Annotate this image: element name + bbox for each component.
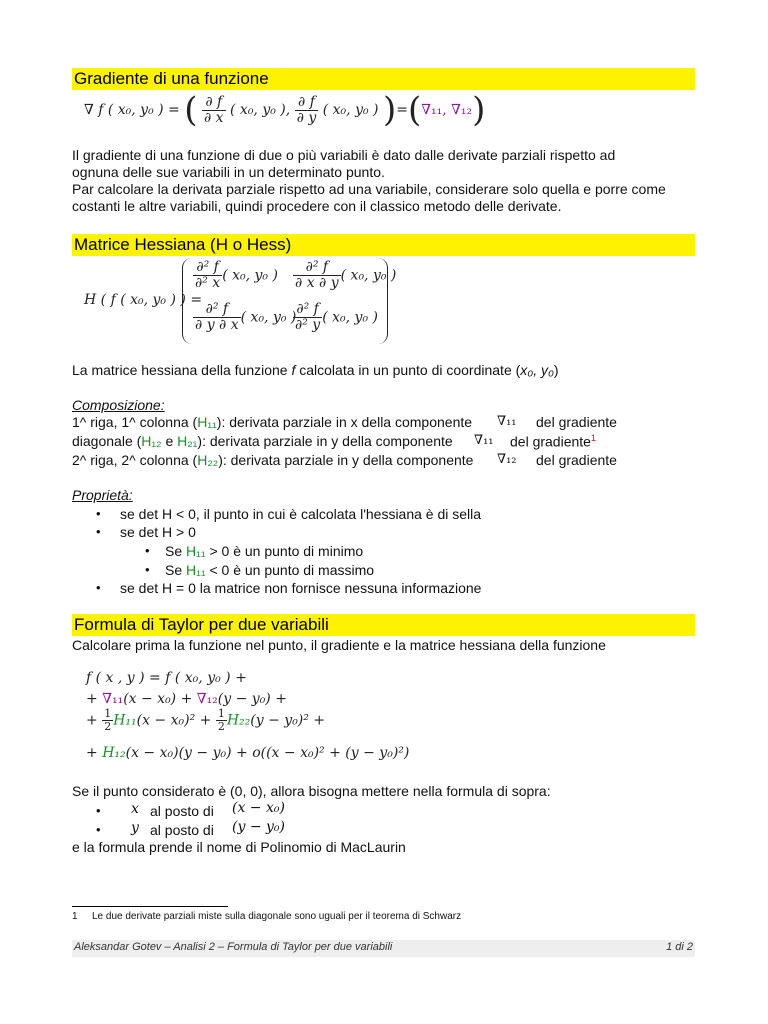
footnote-number: 1 — [72, 911, 78, 922]
gradient-paragraph-line: Il gradiente di una funzione di due o più variabili è dato dalle derivate parziali rispetto ad — [72, 147, 616, 163]
proprieta-item: se det H = 0 la matrice non fornisce nessuna informazione — [120, 580, 482, 596]
bullet-icon: • — [96, 822, 101, 837]
matrix-cell-11: $\frac{\text{∂² f}}{\text{∂² x}}$ ( x₀, y₀ ) — [195, 259, 278, 291]
taylor-line-3: + $\frac{1}{2}$ H₁₁(x − x₀)² + $\frac{1}{2}$ H₂₂(y − y₀)² + — [86, 707, 326, 733]
taylor-line-2: + ∇₁₁(x − x₀) + ∇₁₂(y − y₀) + — [86, 691, 287, 707]
matrix-cell-22: $\frac{\text{∂² f}}{\text{∂² y}}$ ( x₀, y₀ ) — [295, 301, 378, 333]
hessian-matrix — [182, 258, 397, 344]
bullet-icon: • — [145, 562, 150, 577]
maclaurin-conclusion: e la formula prende il nome di Polinomio di MacLaurin — [72, 839, 406, 855]
maclaurin-intro: Se il punto considerato è (0, 0), allora bisogna mettere nella formula di sopra: — [72, 783, 551, 799]
bullet-icon: • — [145, 543, 150, 558]
bullet-icon: • — [96, 803, 101, 818]
section-title: Gradiente di una funzione — [74, 69, 269, 88]
sub-var-x: x — [131, 801, 139, 817]
proprieta-item: se det H < 0, il punto in cui è calcolata l'hessiana è di sella — [120, 506, 482, 522]
matrix-cell-12: $\frac{\text{∂² f}}{\partial x \partial y}$ ( x₀, y₀ ) — [295, 259, 397, 291]
footnote-separator — [72, 906, 228, 907]
bullet-icon: • — [96, 580, 101, 595]
proprieta-subitem: Se H₁₁ < 0 è un punto di massimo — [165, 562, 375, 578]
gradient-paragraph-line: Par calcolare la derivata parziale rispetto ad una variabile, considerare solo quella e porre come — [72, 181, 666, 197]
section-heading-taylor — [72, 614, 695, 636]
composizione-post: del gradiente — [536, 414, 617, 430]
gradient-symbol: ∇₁₂ — [497, 452, 517, 467]
hessian-intro: La matrice hessiana della funzione f calcolata in un punto di coordinate (x₀, y₀) — [72, 362, 559, 378]
footnote-ref[interactable]: 1 — [590, 433, 596, 443]
composizione-label: Composizione: — [72, 397, 165, 413]
composizione-post: del gradiente — [536, 452, 617, 468]
gradient-components: ∇₁₁, ∇₁₂ — [421, 102, 473, 118]
section-heading-gradiente — [72, 68, 695, 90]
sub-expr: (y − y₀) — [232, 819, 285, 835]
hessian-lhs: H ( f ( x₀, y₀ ) ) = — [84, 292, 203, 308]
taylor-intro: Calcolare prima la funzione nel punto, il gradiente e la matrice hessiana della funzione — [72, 637, 606, 653]
page-footer — [72, 940, 695, 957]
gradient-paragraph-line: ognuna delle sue variabili in un determinato punto. — [72, 164, 385, 180]
bullet-icon: • — [96, 524, 101, 539]
gradient-symbol: ∇₁₁ — [497, 414, 517, 429]
taylor-line-1: f ( x , y ) = f ( x₀, y₀ ) + — [86, 670, 247, 686]
gradient-symbol: ∇₁₁ — [474, 433, 494, 448]
sub-expr: (x − x₀) — [232, 800, 285, 816]
section-title: Matrice Hessiana (H o Hess) — [74, 235, 292, 254]
gradient-lhs: ∇ f ( x₀, y₀ ) = — [84, 102, 180, 118]
sub-label: al posto di — [150, 803, 214, 819]
proprieta-subitem: Se H₁₁ > 0 è un punto di minimo — [165, 543, 364, 559]
bullet-icon: • — [96, 506, 101, 521]
matrix-cell-21: $\frac{\text{∂² f}}{\partial y \partial x}$ ( x₀, y₀ ) — [195, 301, 297, 333]
proprieta-label: Proprietà: — [72, 487, 133, 503]
composizione-row: diagonale (H₁₂ e H₂₁): derivata parziale in y della componente — [72, 433, 453, 449]
gradient-paragraph-line: costanti le altre variabili, quindi procedere con il classico metodo delle derivate. — [72, 198, 562, 214]
section-title: Formula di Taylor per due variabili — [74, 615, 329, 634]
composizione-row: 1^ riga, 1^ colonna (H₁₁): derivata parziale in x della componente — [72, 414, 473, 430]
footer-title: Aleksandar Gotev – Analisi 2 – Formula di Taylor per due variabili — [74, 941, 393, 953]
page-number: 1 di 2 — [666, 941, 693, 953]
taylor-line-4: + H₁₂(x − x₀)(y − y₀) + o((x − x₀)² + (y − y₀)²) — [86, 745, 410, 761]
composizione-post: del gradiente$^1$ — [510, 433, 596, 450]
proprieta-item: se det H > 0 — [120, 524, 196, 540]
gradient-formula: ∇ f ( x₀, y₀ ) = ( $\frac{\partial f}{\partial x}$ ( x₀, y₀ ), $\frac{\partial f}{\partial y}$ ( x₀, y₀ ) )=(∇₁₁, ∇₁₂) — [84, 90, 486, 130]
section-heading-hessiana — [72, 234, 695, 256]
sub-label: al posto di — [150, 822, 214, 838]
composizione-row: 2^ riga, 2^ colonna (H₂₂): derivata parziale in y della componente — [72, 452, 474, 468]
footnote-text: Le due derivate parziali miste sulla diagonale sono uguali per il teorema di Schwarz — [92, 911, 462, 922]
sub-var-y: y — [131, 820, 139, 836]
